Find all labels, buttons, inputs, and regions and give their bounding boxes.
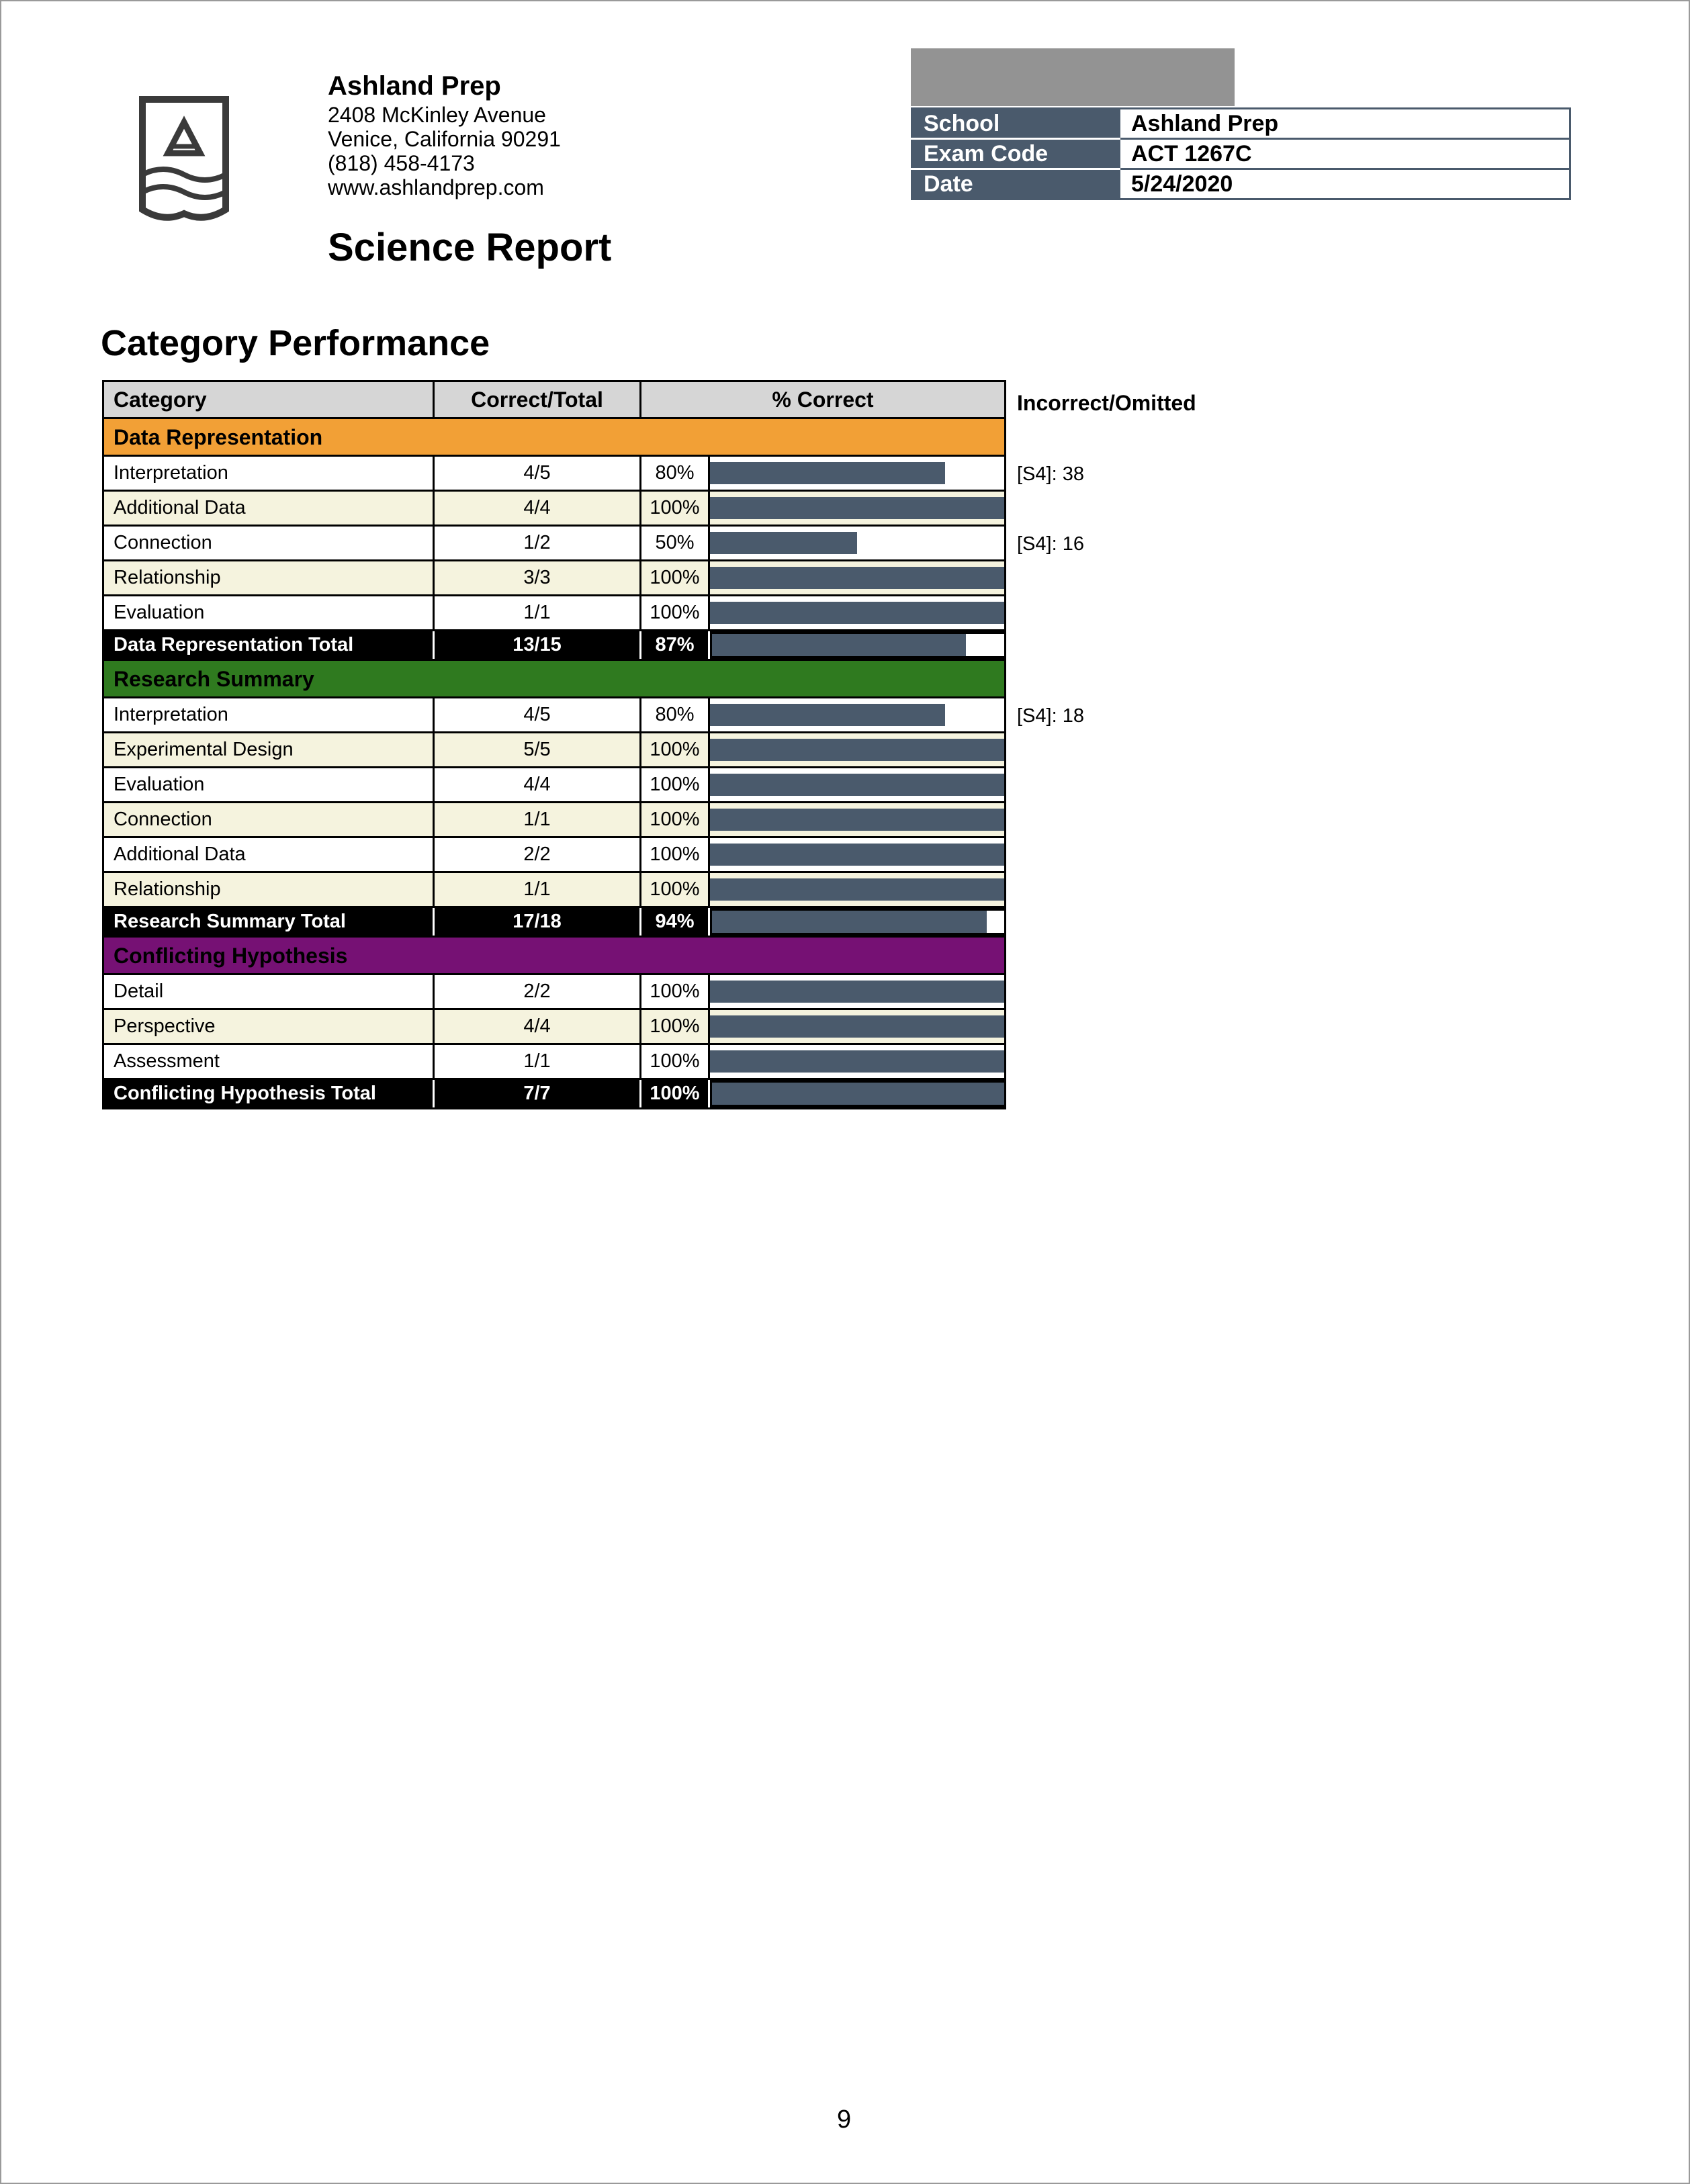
table-header-row [102, 380, 1006, 419]
table-row [102, 975, 1006, 1010]
percent-bar [710, 497, 1004, 519]
org-website[interactable]: www.ashlandprep.com [328, 175, 544, 199]
org-city: Venice, California 90291 [328, 127, 561, 151]
percent-bar [710, 567, 1004, 589]
percent-bar-cell [710, 698, 1004, 731]
total-bar-cell [710, 634, 1004, 656]
percent-bar [710, 844, 1004, 866]
percent-bar-cell [710, 561, 1004, 594]
percent-bar [710, 532, 857, 554]
table-row [102, 527, 1006, 561]
correct-total-cell: 2/2 [435, 838, 641, 871]
total-category-cell: Research Summary Total [104, 908, 435, 936]
table-row [102, 561, 1006, 596]
info-value: ACT 1267C [1120, 139, 1570, 169]
total-percent-cell: 87% [641, 631, 710, 659]
total-correct-cell: 17/18 [435, 908, 641, 936]
header-category: Category [104, 382, 435, 417]
correct-total-cell: 1/1 [435, 596, 641, 629]
report-title: Science Report [328, 226, 612, 269]
correct-total-cell: 1/1 [435, 1045, 641, 1078]
category-cell: Evaluation [104, 596, 435, 629]
section-title: Category Performance [101, 323, 490, 363]
total-category-cell: Data Representation Total [104, 631, 435, 659]
percent-bar [710, 462, 945, 484]
percent-cell: 100% [641, 1045, 710, 1078]
percent-bar [710, 981, 1004, 1003]
category-cell: Additional Data [104, 838, 435, 871]
exam-info-table [911, 107, 1571, 200]
percent-bar-cell [710, 768, 1004, 801]
table-row [102, 768, 1006, 803]
table-row [102, 457, 1006, 492]
incorrect-omitted-note: [S4]: 18 [1017, 705, 1084, 727]
info-value: 5/24/2020 [1120, 169, 1570, 199]
total-bar-cell [710, 1083, 1004, 1105]
category-cell: Relationship [104, 561, 435, 594]
total-percent-cell: 94% [641, 908, 710, 936]
category-cell: Interpretation [104, 698, 435, 731]
table-row [102, 873, 1006, 908]
category-cell: Detail [104, 975, 435, 1008]
header-percent-correct: % Correct [772, 388, 874, 412]
total-percent-bar [712, 911, 987, 933]
category-cell: Relationship [104, 873, 435, 906]
percent-cell: 100% [641, 873, 710, 906]
total-percent-bar [712, 1083, 1004, 1105]
percent-bar-cell [710, 492, 1004, 525]
org-address: 2408 McKinley Avenue [328, 103, 546, 127]
percent-bar [710, 774, 1004, 796]
total-correct-cell: 13/15 [435, 631, 641, 659]
percent-bar [710, 704, 945, 726]
total-correct-cell: 7/7 [435, 1080, 641, 1107]
total-percent-cell: 100% [641, 1080, 710, 1107]
percent-cell: 100% [641, 768, 710, 801]
percent-cell: 80% [641, 698, 710, 731]
info-row-school [912, 109, 1570, 139]
category-cell: Connection [104, 527, 435, 559]
category-cell: Assessment [104, 1045, 435, 1078]
org-phone: (818) 458-4173 [328, 151, 475, 175]
correct-total-cell: 4/5 [435, 698, 641, 731]
table-row [102, 596, 1006, 631]
percent-bar [710, 739, 1004, 761]
percent-cell: 100% [641, 838, 710, 871]
percent-bar-cell [710, 803, 1004, 836]
info-row-exam-code [912, 139, 1570, 169]
percent-bar-cell [710, 1045, 1004, 1078]
correct-total-cell: 4/5 [435, 457, 641, 490]
table-row [102, 1045, 1006, 1080]
percent-bar-cell [710, 596, 1004, 629]
correct-total-cell: 4/4 [435, 768, 641, 801]
percent-cell: 50% [641, 527, 710, 559]
category-group-row [102, 661, 1006, 698]
percent-bar [710, 1015, 1004, 1038]
table-row [102, 1010, 1006, 1045]
correct-total-cell: 1/1 [435, 803, 641, 836]
category-group-row [102, 938, 1006, 975]
group-title: Research Summary [114, 666, 314, 691]
table-row [102, 698, 1006, 733]
category-cell: Connection [104, 803, 435, 836]
percent-bar [710, 1050, 1004, 1073]
table-row [102, 733, 1006, 768]
incorrect-omitted-note: [S4]: 38 [1017, 463, 1084, 485]
info-label: School [912, 109, 1120, 139]
percent-bar-cell [710, 457, 1004, 490]
page-number: 9 [837, 2105, 852, 2134]
category-cell: Additional Data [104, 492, 435, 525]
category-cell: Experimental Design [104, 733, 435, 766]
correct-total-cell: 5/5 [435, 733, 641, 766]
correct-total-cell: 4/4 [435, 1010, 641, 1043]
info-label: Date [912, 169, 1120, 199]
percent-bar-cell [710, 733, 1004, 766]
group-title: Data Representation [114, 424, 323, 449]
correct-total-cell: 4/4 [435, 492, 641, 525]
percent-bar [710, 809, 1004, 831]
correct-total-cell: 3/3 [435, 561, 641, 594]
percent-cell: 100% [641, 596, 710, 629]
percent-cell: 100% [641, 492, 710, 525]
category-group-row [102, 419, 1006, 457]
redaction-block [911, 48, 1235, 106]
correct-total-cell: 2/2 [435, 975, 641, 1008]
info-value: Ashland Prep [1120, 109, 1570, 139]
incorrect-omitted-header: Incorrect/Omitted [1017, 391, 1196, 415]
info-row-date [912, 169, 1570, 199]
category-cell: Evaluation [104, 768, 435, 801]
percent-cell: 100% [641, 803, 710, 836]
table-row [102, 838, 1006, 873]
group-title: Conflicting Hypothesis [114, 943, 348, 968]
percent-bar-cell [710, 873, 1004, 906]
percent-cell: 80% [641, 457, 710, 490]
incorrect-omitted-note: [S4]: 16 [1017, 533, 1084, 555]
table-row [102, 492, 1006, 527]
category-cell: Perspective [104, 1010, 435, 1043]
percent-cell: 100% [641, 1010, 710, 1043]
org-name: Ashland Prep [328, 71, 501, 101]
header-correct-total: Correct/Total [435, 382, 641, 417]
percent-bar-cell [710, 1010, 1004, 1043]
info-label: Exam Code [912, 139, 1120, 169]
percent-bar [710, 602, 1004, 624]
percent-cell: 100% [641, 975, 710, 1008]
shield-logo-icon [138, 95, 230, 230]
group-total-row [102, 908, 1006, 938]
table-row [102, 803, 1006, 838]
total-bar-cell [710, 911, 1004, 933]
percent-bar-cell [710, 975, 1004, 1008]
percent-cell: 100% [641, 733, 710, 766]
percent-cell: 100% [641, 561, 710, 594]
percent-bar-cell [710, 527, 1004, 559]
correct-total-cell: 1/2 [435, 527, 641, 559]
group-total-row [102, 1080, 1006, 1109]
total-category-cell: Conflicting Hypothesis Total [104, 1080, 435, 1107]
correct-total-cell: 1/1 [435, 873, 641, 906]
total-percent-bar [712, 634, 966, 656]
category-performance-table [102, 380, 1006, 1109]
percent-bar [710, 878, 1004, 901]
category-cell: Interpretation [104, 457, 435, 490]
percent-bar-cell [710, 838, 1004, 871]
group-total-row [102, 631, 1006, 661]
